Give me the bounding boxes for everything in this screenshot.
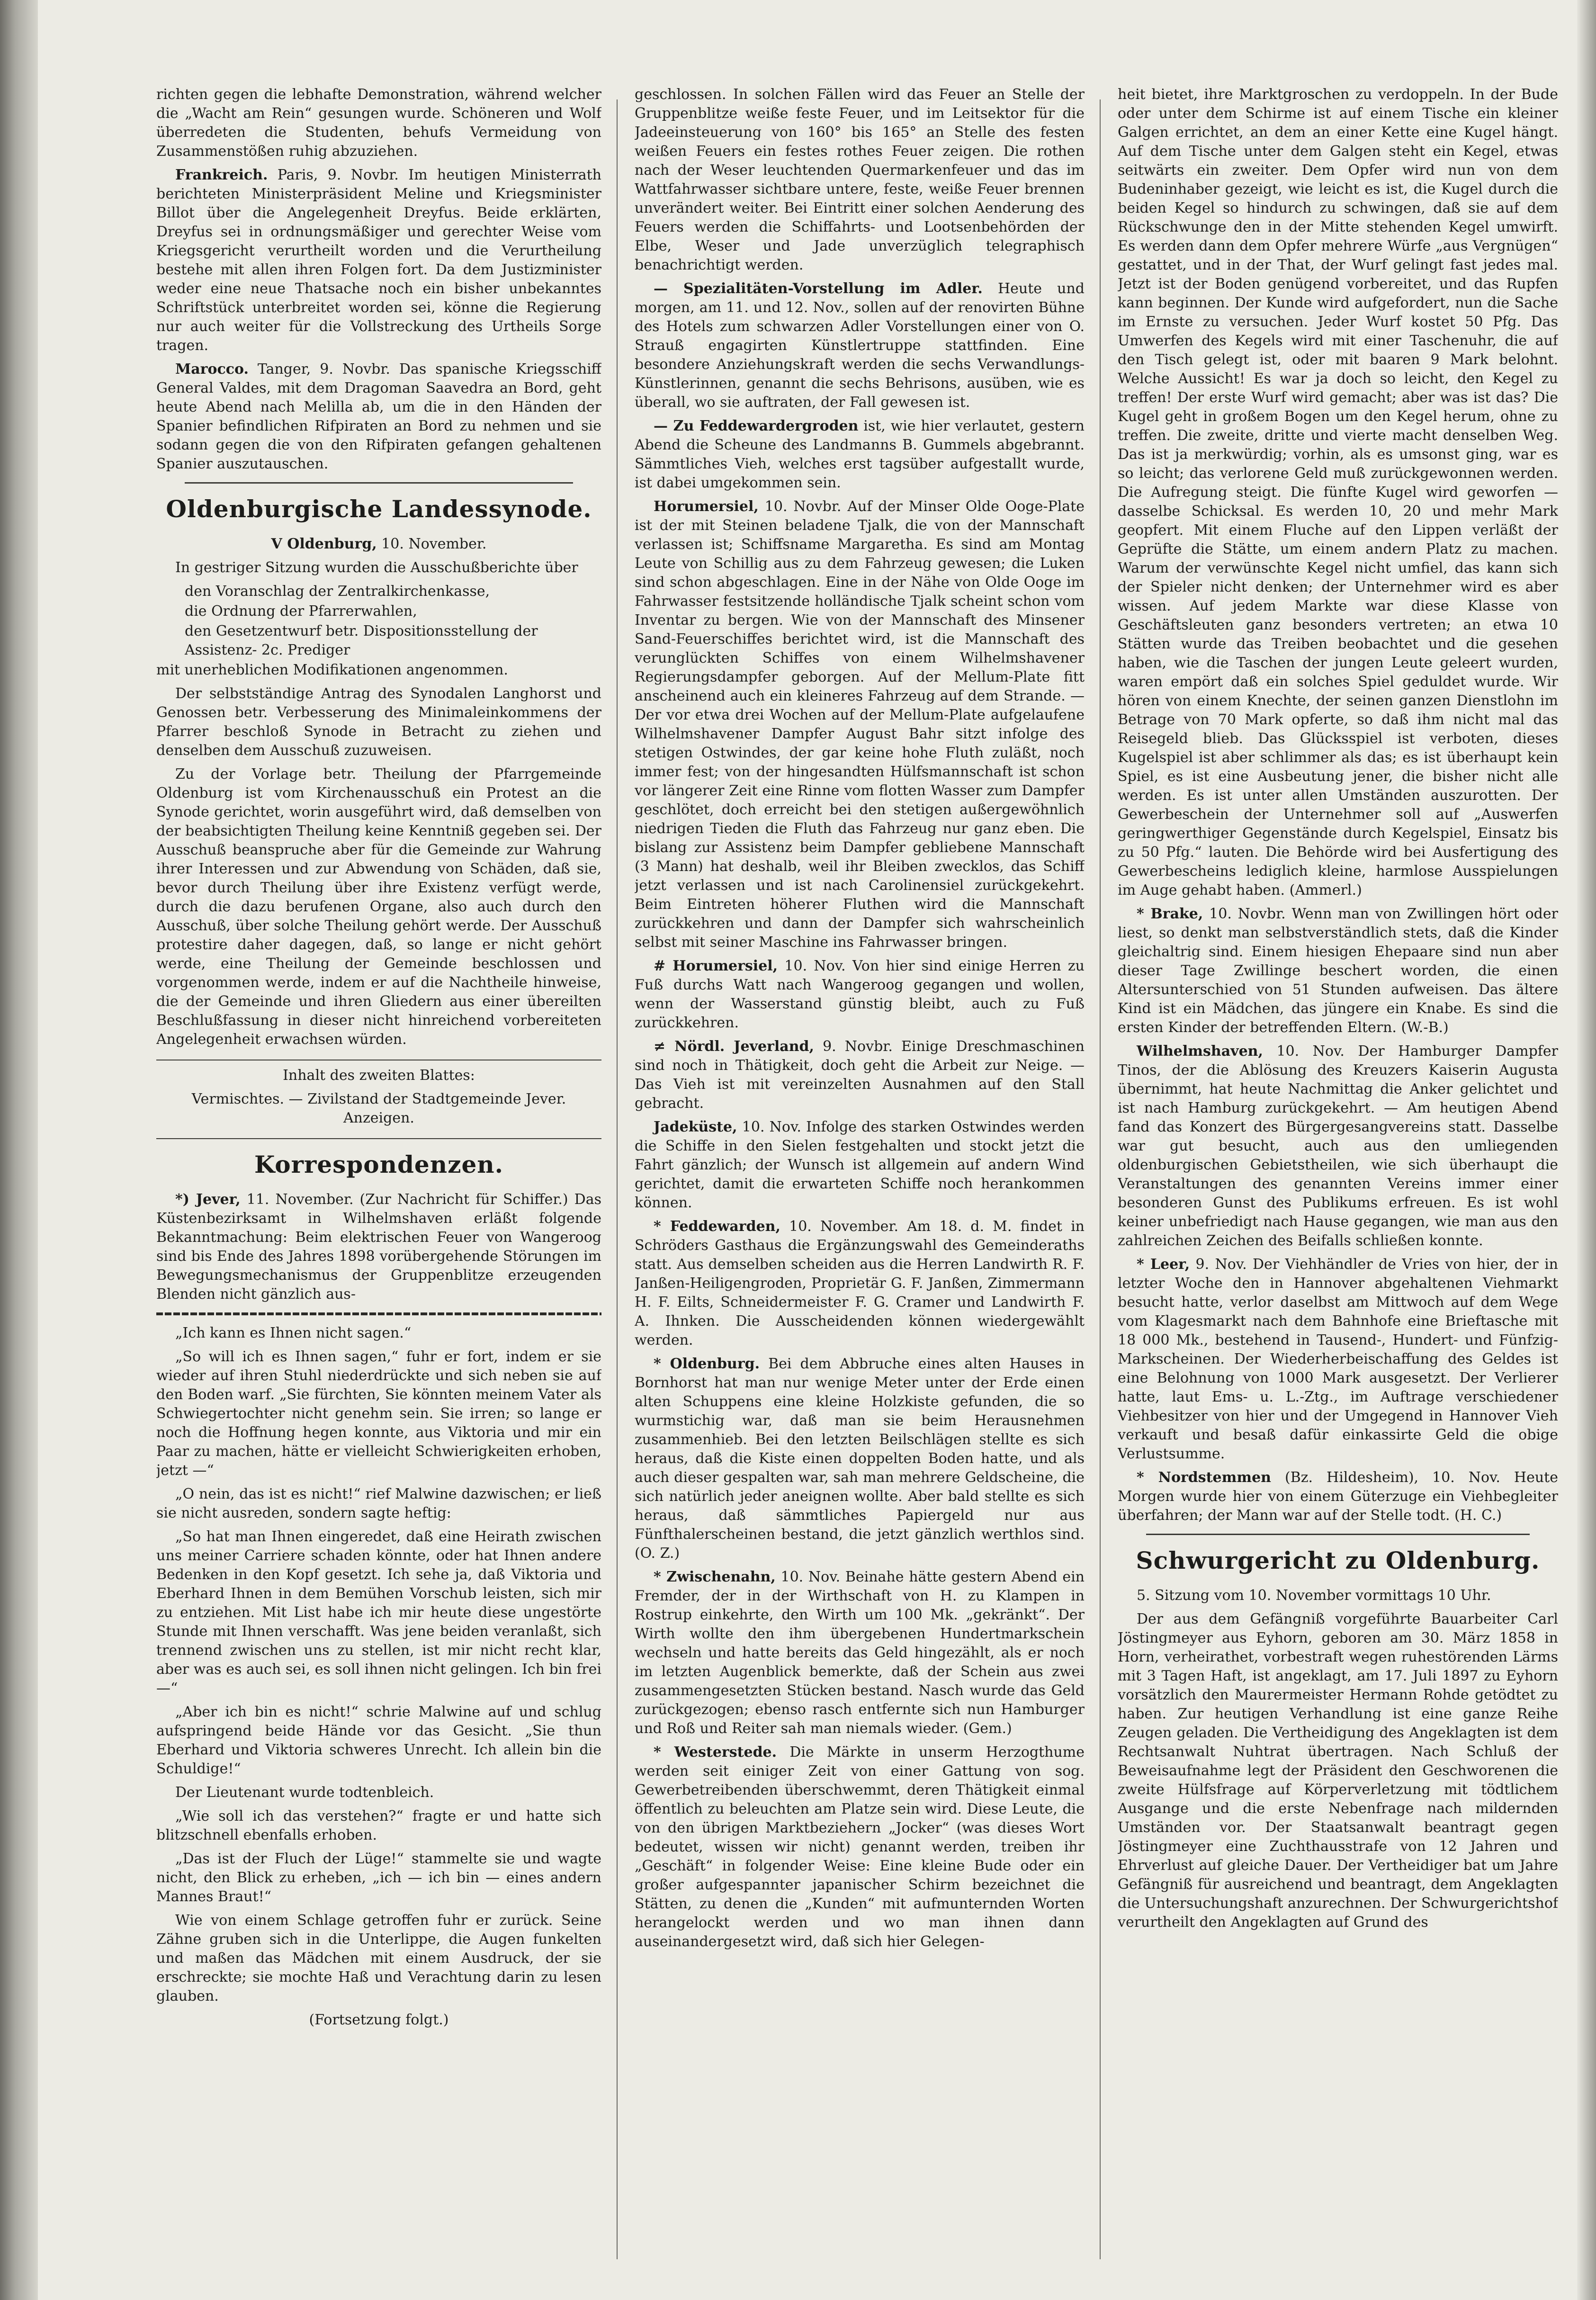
article-zwischenahn xyxy=(635,1568,1085,1738)
contents-body: Vermischtes. — Zivilstand der Stadtgemeinde Jever. Anzeigen. xyxy=(191,1091,566,1126)
story-paragraph: „So hat man Ihnen eingeredet, daß eine Heirath zwischen uns meiner Carriere schaden könnte, oder hat Ihnen andere Bedenken in den Kopf gesetzt. Ich sehe ja, daß Viktoria und Eberhard Ihnen in dem Bemühen Vorschub leisten, sich mir zu entziehen. Mit List habe ich mir heute diese ungestörte Stunde mit Ihnen verschafft. Was jene beiden veranlaßt, sich trennend zwischen uns zu stellen, ist mir nicht recht klar, aber was es auch sei, es soll ihnen nicht gelingen. Ich bin frei —“ xyxy=(156,1528,601,1697)
story-paragraph: „Das ist der Fluch der Lüge!“ stammelte sie und wagte nicht, den Blick zu erheben, „ich — ich bin — eines andern Mannes Braut!“ xyxy=(156,1851,601,1905)
dateline xyxy=(156,535,601,554)
list-item: die Ordnung der Pfarrerwahlen, xyxy=(185,603,417,620)
dateline-place: Marocco. xyxy=(175,361,249,377)
list-item: den Gesetzentwurf betr. Dispositionsstellung der Assistenz- 2c. Prediger xyxy=(185,623,538,658)
article-frankreich xyxy=(156,166,601,355)
article-westerstede xyxy=(635,1743,1085,1951)
section-divider xyxy=(1146,1534,1530,1535)
newspaper-page xyxy=(156,85,1558,2273)
story-paragraph: „O nein, das ist es nicht!“ rief Malwine dazwischen; er ließ sie nicht ausreden, sondern sagte heftig: xyxy=(156,1486,601,1521)
article-feddewardergroden xyxy=(635,417,1085,493)
dateline-place: * Nordstemmen xyxy=(1137,1469,1271,1486)
article-oldenburg xyxy=(635,1355,1085,1563)
article-text: Paris, 9. Novbr. Im heutigen Ministerrath berichteten Ministerpräsident Meline und Kriegsminister Billot über die Angelegenheit Dreyfus. Beide erklärten, Dreyfus sei in ordnungsmäßiger und gerechter Weise vom Kriegsgericht verurtheilt worden und die Verurtheilung bestehe mit allen ihren Folgen fort. Da dem Justizminister weder eine neue Thatsache noch ein bisher unbekanntes Schriftstück unterbreitet worden sei, könne die Regierung nur auch weiter für die Vollstreckung des Urtheils Sorge tragen. xyxy=(156,167,601,354)
story-paragraph: Wie von einem Schlage getroffen fuhr er zurück. Seine Zähne gruben sich in die Unterlippe, die Augen funkelten und maßen das Mädchen mit einem Ausdruck, der sie erschreckte; sie mochte Haß und Verachtung darin zu lesen glauben. xyxy=(156,1912,601,2004)
article-jadekueste xyxy=(635,1118,1085,1213)
column-divider xyxy=(617,99,618,2259)
column-2 xyxy=(635,85,1085,2273)
dateline-place: * Zwischenahn, xyxy=(654,1569,776,1585)
dateline-place: Jadeküste, xyxy=(654,1119,737,1135)
dateline-place: * Feddewarden, xyxy=(654,1218,780,1235)
article-wilhelmshaven xyxy=(1118,1042,1558,1250)
column-divider xyxy=(1100,99,1101,2259)
dateline-place: ≠ Nördl. Jeverland, xyxy=(654,1038,814,1055)
article-horumersiel-1 xyxy=(635,497,1085,952)
article-marocco xyxy=(156,360,601,474)
dateline-place: Wilhelmshaven, xyxy=(1137,1043,1263,1060)
story-paragraph: „So will ich es Ihnen sagen,“ fuhr er fort, indem er sie wieder auf ihren Stuhl niederdrückte und sich neben sie auf den Boden warf. „Sie fürchten, Sie könnten meinem Vater als Schwiegertochter nicht genehm sein. Sie irren; so lange er noch die Hoffnung hegen konnte, aus Viktoria und mir ein Paar zu machen, hätte er vielleicht Schwierigkeiten erhoben, jetzt —“ xyxy=(156,1348,601,1479)
article-nordstemmen xyxy=(1118,1468,1558,1525)
article-text: mit unerheblichen Modifikationen angenommen. xyxy=(156,662,508,678)
dateline-place: * Leer, xyxy=(1137,1256,1190,1273)
article-text: Die Märkte in unserm Herzogthume werden seit einiger Zeit von einer Gattung von sog. Gewerbetreibenden überschwemmt, deren Thätigkeit einmal öffentlich zu beleuchten am Platze sein wird. Diese Leute, die von den übrigen Marktbeziehern „Jocker“ (was dieses Wort bedeutet, wissen wir nicht) genannt werden, treiben ihr „Geschäft“ in folgender Weise: Eine kleine Bude oder ein großer aufgespannter japanischer Schirm bezeichnet die Stätten, zu denen die „Kunden“ mit aufmunternden Worten herangelockt werden und wo man ihnen dann auseinandergesetzt wird, daß sich hier Gelegen- xyxy=(635,1744,1085,1950)
article-noerdl-jeverland xyxy=(635,1037,1085,1113)
page-binding-shadow xyxy=(0,0,38,2300)
article-leer xyxy=(1118,1255,1558,1464)
article-continuation: geschlossen. In solchen Fällen wird das Feuer an Stelle der Gruppenblitze weiße feste Feuer, und im Leitsektor für die Jadeeinsteuerung von 160° bis 165° an Stelle des festen weißen Feuers ein festes rothes Feuer zeigen. Die rothen nach der Weser leuchtenden Quermarkenfeuer und das im Wattfahrwasser sichtbare untere, feste, weiße Feuer brennen unverändert weiter. Bei Eintritt einer solchen Aenderung des Feuers werden die Schiffahrts- und Lootsenbehörden der Elbe, Weser und Jade unverzüglich telegraphisch benachrichtigt werden. xyxy=(635,86,1085,273)
article-text: 10. Nov. Beinahe hätte gestern Abend ein Fremder, der in der Wirthschaft von H. zu Klampen in Rostrup einkehrte, den Wirth um 100 Mk. „gekränkt“. Der Wirth wollte den ihm übergebenen Hundertmarkschein wechseln und hatte bereits das Geld hingezählt, als er noch im letzten Augenblick bemerkte, daß der Schein aus zwei zusammengesetzten Stücken bestand. Nasch wurde das Geld zurückgezogen; ebenso rasch entfernte sich nun Hamburger und Roß und Reiter sah man niemals wieder. (Gem.) xyxy=(635,1569,1085,1737)
article-text: In gestriger Sitzung wurden die Ausschußberichte über xyxy=(175,559,578,576)
dateline-place: # Horumersiel, xyxy=(654,958,778,974)
section-heading-korrespondenzen: Korrespondenzen. xyxy=(254,1150,504,1178)
article-jever xyxy=(156,1190,601,1304)
column-1 xyxy=(156,85,601,2273)
article-text: Der selbstständige Antrag des Synodalen Langhorst und Genossen betr. Verbesserung des Minimaleinkommens der Pfarrer beschloß Synode in Betracht zu ziehen und denselben dem Ausschuß zuzuweisen. xyxy=(156,685,601,759)
section-heading-synode: Oldenburgische Landessynode. xyxy=(166,495,592,523)
article-horumersiel-2 xyxy=(635,957,1085,1033)
dateline-place: — Zu Feddewardergroden xyxy=(654,418,859,434)
page-edge-shadow xyxy=(1577,0,1596,2300)
article-text: 10. Novbr. Auf der Minser Olde Ooge-Plate ist der mit Steinen beladene Tjalk, die von der Mannschaft verlassen ist; Schiffsname Margaretha. Es sind am Montag Leute von Schillig aus zu dem Fahrzeug gewesen; die Luken sind schon abgeschlagen. Eine in der Nähe von Olde Ooge im Fahrwasser festsitzende holländische Tjalk scheint schon vom Inventar zu bergen. Wie von der Mannschaft des Minsener Sand-Feuerschiffes berichtet wird, ist die Mannschaft des verunglückten Schiffes von einem Wilhelmshavener Regierungsdampfer geborgen. Auf der Mellum-Plate fitt anscheinend auch ein kleineres Fahrzeug auf dem Strande. — Der vor etwa drei Wochen auf der Mellum-Plate aufgelaufene Wilhelmshavener Dampfer August Bahr sitzt infolge des stetigen Ostwindes, der gar keine hohe Fluth zuläßt, noch immer fest; von der hingesandten Hülfsmannschaft ist schon vor längerer Zeit eine Rinne vom flotten Wasser zum Dampfer geschlötet, doch erreicht bei den stetigen außergewöhnlich niedrigen Tieden die Fluth das Fahrzeug nur ganz eben. Die bislang zur Assistenz beim Dampfer gebliebene Mannschaft (3 Mann) hat deshalb, weil ihr Bleiben zwecklos, das Schiff jetzt verlassen und ist nach Carolinensiel zurückgekehrt. Beim Eintreten höherer Fluthen wird die Mannschaft zurückkehren und dann der Dampfer sich wahrscheinlich selbst mit seiner Maschine ins Fahrwasser bringen. xyxy=(635,498,1085,951)
story-paragraph: Der Lieutenant wurde todtenbleich. xyxy=(175,1784,434,1801)
article-text: Heute und morgen, am 11. und 12. Nov., sollen auf der renovirten Bühne des Hotels zum schwarzen Adler Vorstellungen einer von O. Strauß engagirten Künstlertruppe stattfinden. Eine besondere Anziehungskraft werden die sechs Verwandlungs-Künstlerinnen, genannt die sechs Behrisons, ausüben, wie es überall, wo sie auftraten, der Fall gewesen ist. xyxy=(635,280,1085,411)
article-text: 11. November. (Zur Nachricht für Schiffer.) Das Küstenbezirksamt in Wilhelmshaven erläßt folgende Bekanntmachung: Beim elektrischen Feuer von Wangeroog sind bis Ende des Jahres 1898 vorübergehende Störungen im Bewegungsmechanismus der Gruppenblitze erzeugenden Blenden nicht gänzlich aus- xyxy=(156,1191,601,1303)
feuilleton-divider xyxy=(156,1312,601,1315)
session-line: 5. Sitzung vom 10. November vormittags 10 Uhr. xyxy=(1137,1587,1491,1604)
section-heading-schwurgericht: Schwurgericht zu Oldenburg. xyxy=(1136,1546,1540,1574)
dateline-place: Frankreich. xyxy=(175,167,268,183)
article-text: Der aus dem Gefängniß vorgeführte Bauarbeiter Carl Jöstingmeyer aus Eyhorn, geboren am 30. März 1858 in Horn, verheirathet, vorbestraft wegen ruhestörenden Lärms mit 3 Tagen Haft, ist angeklagt, am 17. Juli 1897 zu Eyhorn vorsätzlich den Maurermeister Hermann Rohde getödtet zu haben. Zur heutigen Verhandlung ist eine ganze Reihe Zeugen geladen. Die Vertheidigung des Angeklagten ist dem Rechtsanwalt Nuhtrat übertragen. Nach Schluß der Beweisaufnahme legt der Präsident den Geschworenen die zweite Hülfsfrage auf Körperverletzung mit tödtlichem Ausgange und die erste Nebenfrage nach mildernden Umständen vor. Der Staatsanwalt beantragt gegen Jöstingmeyer eine Zuchthausstrafe von 12 Jahren und Ehrverlust auf gleiche Dauer. Der Vertheidiger bat um Jahre Gefängniß für ausreichend und beantragt, dem Angeklagten die Untersuchungshaft anzurechnen. Der Schwurgerichtshof verurtheilt den Angeklagten auf Grund des xyxy=(1118,1611,1558,1931)
contents-title: Inhalt des zweiten Blattes: xyxy=(283,1067,475,1084)
dateline-place: — Spezialitäten-Vorstellung im Adler. xyxy=(654,280,983,297)
dateline-place: *) Jever, xyxy=(175,1191,241,1208)
article-text: 10. Nov. Infolge des starken Ostwindes werden die Schiffe in den Sielen festgehalten und stockt jetzt die Fahrt gänzlich; der Wunsch ist allgemein auf andern Wind gerichtet, damit die erwarteten Schiffe noch herankommen können. xyxy=(635,1119,1085,1211)
article-text: 9. Nov. Der Viehhändler de Vries von hier, der in letzter Woche den in Hannover abgehaltenen Viehmarkt besucht hatte, verlor daselbst am Mittwoch auf dem Wege vom Klagesmarkt nach dem Bahnhofe eine Brieftasche mit 18 000 Mk., bestehend in Tausend-, Hundert- und Fünfzig-Markscheinen. Der Wiederherbeischaffung des Geldes ist eine Belohnung von 1000 Mark ausgesetzt. Der Verlierer hatte, laut Ems- u. L.-Ztg., im Auftrage verschiedener Viehbesitzer von hier und der Umgegend in Hannover Vieh verkauft und besaß dafür einkassirte Geld die obige Verlustsumme. xyxy=(1118,1256,1558,1462)
article-text: 10. Novbr. Wenn man von Zwillingen hört oder liest, so denkt man selbstverständlich stets, daß die Kinder gleichaltrig sind. Einem hiesigen Ehepaare sind nun aber dieser Tage Zwillinge beschert worden, die einen Altersunterschied von 51 Stunden aufweisen. Das ältere Kind ist ein Mädchen, das jüngere ein Knabe. Es sind die ersten Kinder der betreffenden Eltern. (W.-B.) xyxy=(1118,906,1558,1036)
section-divider xyxy=(185,482,573,484)
article-feddewarden xyxy=(635,1217,1085,1350)
article-text: 10. Nov. Der Hamburger Dampfer Tinos, der die Ablösung des Kreuzers Kaiserin Augusta übernimmt, hat heute Nachmittag die Anker gelichtet und ist nach Hamburg zurückgekehrt. — Am heutigen Abend fand das Konzert des Bürgergesangvereins statt. Dasselbe war gut besucht, auch aus den umliegenden oldenburgischen Gebietstheilen, wie sich überhaupt die Veranstaltungen des genannten Vereins immer einer besonderen Gunst des Publikums erfreuen. Es ist wohl keiner unbefriedigt nach Hause gegangen, wie man aus den zahlreichen Zeichen des Beifalls schließen konnte. xyxy=(1118,1043,1558,1249)
article-continuation: richten gegen die lebhafte Demonstration, während welcher die „Wacht am Rein“ gesungen wurde. Schöneren und Wolf überredeten die Studenten, behufs Vermeidung von Zusammenstößen ruhig abzuziehen. xyxy=(156,86,601,160)
dateline-date: 10. November. xyxy=(381,536,487,552)
article-spezialitaeten xyxy=(635,279,1085,412)
dateline-place: * Westerstede. xyxy=(654,1744,777,1761)
article-text: 9. Novbr. Einige Dreschmaschinen sind noch in Thätigkeit, doch geht die Arbeit zur Neige. — Das Vieh ist mit vereinzelten Ausnahmen auf den Stall gebracht. xyxy=(635,1038,1085,1112)
contents-box xyxy=(156,1060,601,1139)
column-3 xyxy=(1118,85,1558,2273)
article-text: (Bz. Hildesheim), 10. Nov. Heute Morgen wurde hier von einem Güterzuge ein Viehbegleiter überfahren; der Mann war auf der Stelle todt. (H. C.) xyxy=(1118,1469,1558,1524)
article-text: Tanger, 9. Novbr. Das spanische Kriegsschiff General Valdes, mit dem Dragoman Saavedra an Bord, geht heute Abend nach Melilla ab, um die in den Händen der Spanier befindlichen Rifpiraten an Bord zu nehmen und sie sodann gegen die von den Rifpiraten gefangen gehaltenen Spanier auszutauschen. xyxy=(156,361,601,472)
continuation-note: (Fortsetzung folgt.) xyxy=(309,2012,449,2028)
article-brake xyxy=(1118,905,1558,1037)
article-text: Zu der Vorlage betr. Theilung der Pfarrgemeinde Oldenburg ist vom Kirchenausschuß ein Protest an die Synode gerichtet, worin ausgeführt wird, daß demselben von der beabsichtigten Theilung keine Kenntniß gegeben sei. Der Ausschuß beanspruche aber für die Gemeinde zur Wahrung ihrer Interessen und zur Abwendung von Schäden, daß sie, bevor durch Theilung über ihre Existenz verfügt werde, durch die dazu berufenen Organe, also auch durch den Ausschuß, über solche Theilung gehört werde. Der Ausschuß protestire daher dagegen, daß, so lange er nicht gehört werde, eine Theilung der Gemeinde beschlossen und vorgenommen werde, indem er auf die Nachtheile hinweise, die der Gemeinde und ihren Gliedern aus einer übereilten Beschlußfassung in dieser nicht hinreichend vorbereiteten Angelegenheit erwachsen würden. xyxy=(156,766,601,1048)
article-text: 10. November. Am 18. d. M. findet in Schröders Gasthaus die Ergänzungswahl des Gemeinderaths statt. Aus demselben scheiden aus die Herren Landwirth R. F. Janßen-Heiligengroden, Proprietär G. F. Janßen, Zimmermann H. F. Eilts, Schneidermeister F. G. Cramer und Landwirth F. A. Ihnken. Die Ausscheidenden können wiedergewählt werden. xyxy=(635,1218,1085,1348)
dateline-place: Horumersiel, xyxy=(654,498,759,515)
story-paragraph: „Ich kann es Ihnen nicht sagen.“ xyxy=(175,1325,412,1341)
dateline-place: * Oldenburg. xyxy=(654,1356,760,1372)
dateline-place: * Brake, xyxy=(1137,906,1203,922)
article-continuation: heit bietet, ihre Marktgroschen zu verdoppeln. In der Bude oder unter dem Schirme ist auf einem Tische ein kleiner Galgen errichtet, an dem an einer Kette eine Kugel hängt. Auf dem Tische unter dem Galgen steht ein Kegel, etwas seitwärts ein zweiter. Dem Opfer wird nun von dem Budeninhaber gezeigt, wie leicht es ist, die Kugel durch die beiden Kegel so hindurch zu schwingen, daß sie auf dem Rückschwunge den in der Mitte stehenden Kegel umwirft. Es werden dann dem Opfer mehrere Würfe „aus Vergnügen“ gestattet, und in der That, der Wurf gelingt fast jedes mal. Jetzt ist der Boden genügend vorbereitet, und das Rupfen kann beginnen. Der Kunde wird aufgefordert, nun die Sache im Ernste zu versuchen. Jeder Wurf kostet 50 Pfg. Das Umwerfen des Kegels wird mit einer Taschenuhr, die auf den Tisch gelegt ist, oder mit baaren 9 Mark belohnt. Welche Aussicht! Es war ja doch so leicht, den Kegel zu treffen! Der erste Wurf wird gemacht; aber was ist das? Die Kugel geht in großem Bogen um den Kegel herum, ohne zu treffen. Die zweite, dritte und vierte macht denselben Weg. Das ist ja merkwürdig; vorhin, als es umsonst ging, war es so leicht; das verlorene Geld muß zurückgewonnen werden. Die Aufregung steigt. Die fünfte Kugel wird geworfen — dasselbe Schicksal. Es werden 10, 20 und mehr Mark geopfert. Mit einem Fluche auf den Lippen verläßt der Geprüfte die Stätte, um einem andern Platz zu machen. Warum der verwünschte Kegel nicht umfiel, das kann sich der Spieler nicht denken; der Unternehmer wird es aber wissen. Auf jedem Markte war diese Klasse von Geschäftsleuten ganz besonders vertreten; an etwa 10 Stätten wurde das Treiben beobachtet und die gesehen haben, wie die Taschen der jungen Leute geleert wurden, waren empört daß ein solches Spiel geduldet wurde. Wir hören von einem Knechte, der seinen ganzen Dienstlohn im Betrage von 70 Mark opferte, so daß ihm nicht mal das Reisegeld blieb. Das Glücksspiel ist verboten, dieses Kugelspiel ist aber schlimmer als das; es ist überhaupt kein Spiel, es ist eine Ausbeutung jener, die bisher nicht alle werden. Es ist unter allen Umständen auszurotten. Der Gewerbeschein der Unternehmer soll auf „Auswerfen geringwerthiger Gegenstände durch Kegelspiel, Einsatz bis zu 50 Pfg.“ lauten. Die Behörde wird bei Ausfertigung des Gewerbescheins lediglich kleine, harmlose Ausspielungen im Auge gehabt haben. (Ammerl.) xyxy=(1118,86,1558,898)
list-item: den Voranschlag der Zentralkirchenkasse, xyxy=(185,583,490,600)
article-text: Bei dem Abbruche eines alten Hauses in Bornhorst hat man nur wenige Meter unter der Erde einen alten Schuppens eine kleine Holzkiste gefunden, die so wurmstichig war, daß man sie beim Herausnehmen zusammenhieb. Bei den letzten Beilschlägen stellte es sich heraus, daß die Kiste einen doppelten Boden hatte, und als auch dieser gespalten war, sah man mehrere Geldscheine, die sich natürlich jeder aneignen wollte. Aber bald stellte es sich heraus, daß sämmtliches Papiergeld nur aus Fünfthalerscheinen bestand, die jetzt gänzlich werthlos sind. (O. Z.) xyxy=(635,1356,1085,1562)
story-paragraph: „Aber ich bin es nicht!“ schrie Malwine auf und schlug aufspringend beide Hände vor das Gesicht. „Sie thun Eberhard und Viktoria schweres Unrecht. Ich allein bin die Schuldige!“ xyxy=(156,1704,601,1777)
article-text: 10. Nov. Von hier sind einige Herren zu Fuß durchs Watt nach Wangeroog gegangen und wollen, wenn der Wasserstand günstig bleibt, auch zu Fuß zurückkehren. xyxy=(635,958,1085,1031)
dateline-place: V Oldenburg, xyxy=(271,536,377,552)
story-paragraph: „Wie soll ich das verstehen?“ fragte er und hatte sich blitzschnell ebenfalls erhoben. xyxy=(156,1808,601,1843)
article-text: ist, wie hier verlautet, gestern Abend die Scheune des Landmanns B. Gummels abgebrannt. Sämmtliches Vieh, welches erst tagsüber aufgestallt wurde, ist dabei umgekommen sein. xyxy=(635,418,1085,491)
